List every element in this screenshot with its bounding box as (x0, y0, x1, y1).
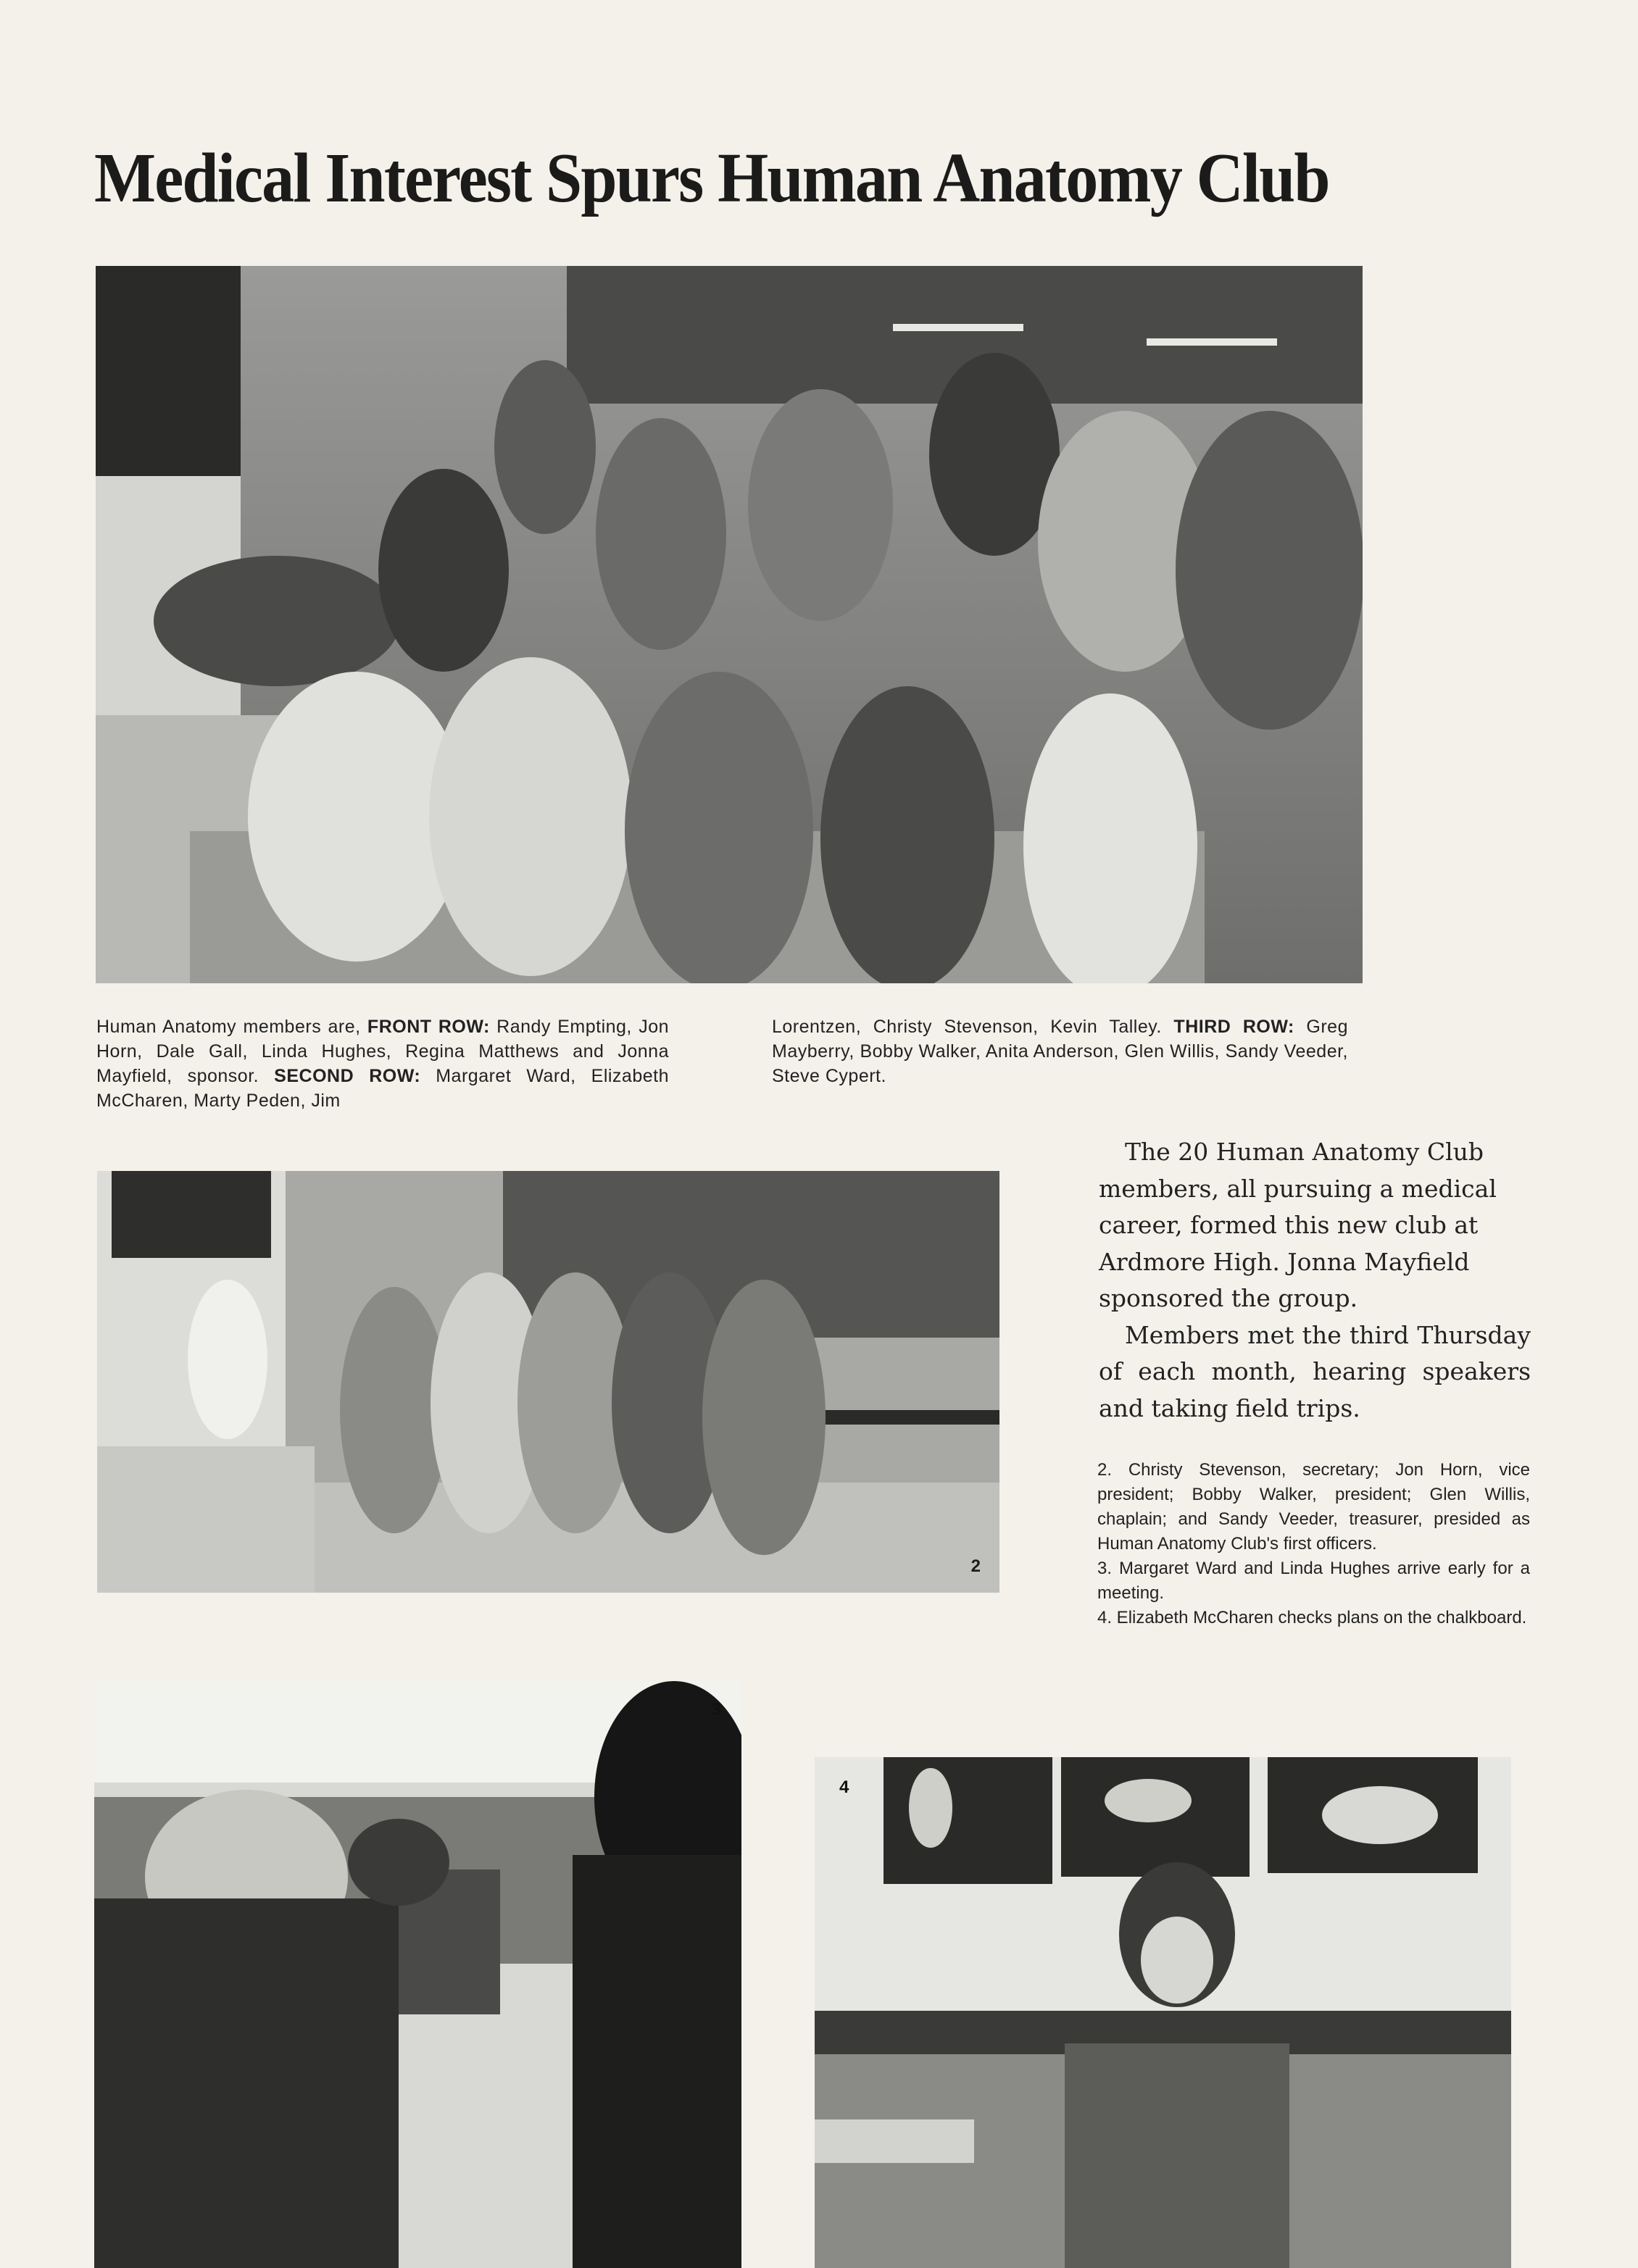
article-body (1099, 1134, 1531, 1427)
chalkboard-photo (815, 1757, 1511, 2268)
group-caption-lead: Human Anatomy members are, (96, 1017, 361, 1037)
officers-photo-image (97, 1171, 999, 1593)
second-row-names-continued: Lorentzen, Christy Stevenson, Kevin Talley. (772, 1017, 1162, 1037)
arrival-photo-image (94, 1681, 741, 2268)
photo-number-2: 2 (970, 1556, 981, 1576)
third-row-names: Greg Mayberry, Bobby Walker, Anita Anderson, Glen Willis, Sandy Veeder, Steve Cypert. (772, 1017, 1348, 1086)
group-caption-left (96, 1014, 669, 1113)
caption-photo-4: 4. Elizabeth McCharen checks plans on the chalkboard. (1097, 1608, 1527, 1627)
second-row-names: Margaret Ward, Elizabeth McCharen, Marty Peden, Jim (96, 1066, 669, 1111)
arrival-photo (94, 1681, 741, 2268)
body-paragraph-2: Members met the third Thursday of each month, hearing speakers and taking field trips. (1099, 1320, 1531, 1422)
group-photo (96, 266, 1363, 983)
officers-photo (97, 1171, 999, 1593)
photo-number-3: 3 (711, 1700, 721, 1719)
second-row-label: SECOND ROW: (274, 1066, 421, 1086)
group-photo-image (96, 266, 1363, 983)
caption-photo-3: 3. Margaret Ward and Linda Hughes arrive early for a meeting. (1097, 1559, 1530, 1603)
group-caption-right (772, 1014, 1348, 1088)
photo-number-4: 4 (839, 1777, 849, 1797)
headline: Medical Interest Spurs Human Anatomy Club (94, 139, 1329, 217)
front-row-names: Randy Empting, Jon Horn, Dale Gall, Linda Hughes, Regina Matthews and Jonna Mayfield, sponsor. (96, 1017, 670, 1086)
chalkboard-photo-image (815, 1757, 1511, 2268)
body-paragraph-1: The 20 Human Anatomy Club members, all pursuing a medical career, formed this new club at Ardmore High. Jonna Mayfield sponsored the group. (1099, 1138, 1497, 1312)
photo-captions (1097, 1458, 1530, 1630)
third-row-label: THIRD ROW: (1173, 1017, 1294, 1037)
front-row-label: FRONT ROW: (367, 1017, 490, 1037)
caption-photo-2: 2. Christy Stevenson, secretary; Jon Horn, vice president; Bobby Walker, president; Glen Willis, chaplain; and Sandy Veeder, treasurer, presided as Human Anatomy Club's first officers. (1097, 1460, 1530, 1554)
